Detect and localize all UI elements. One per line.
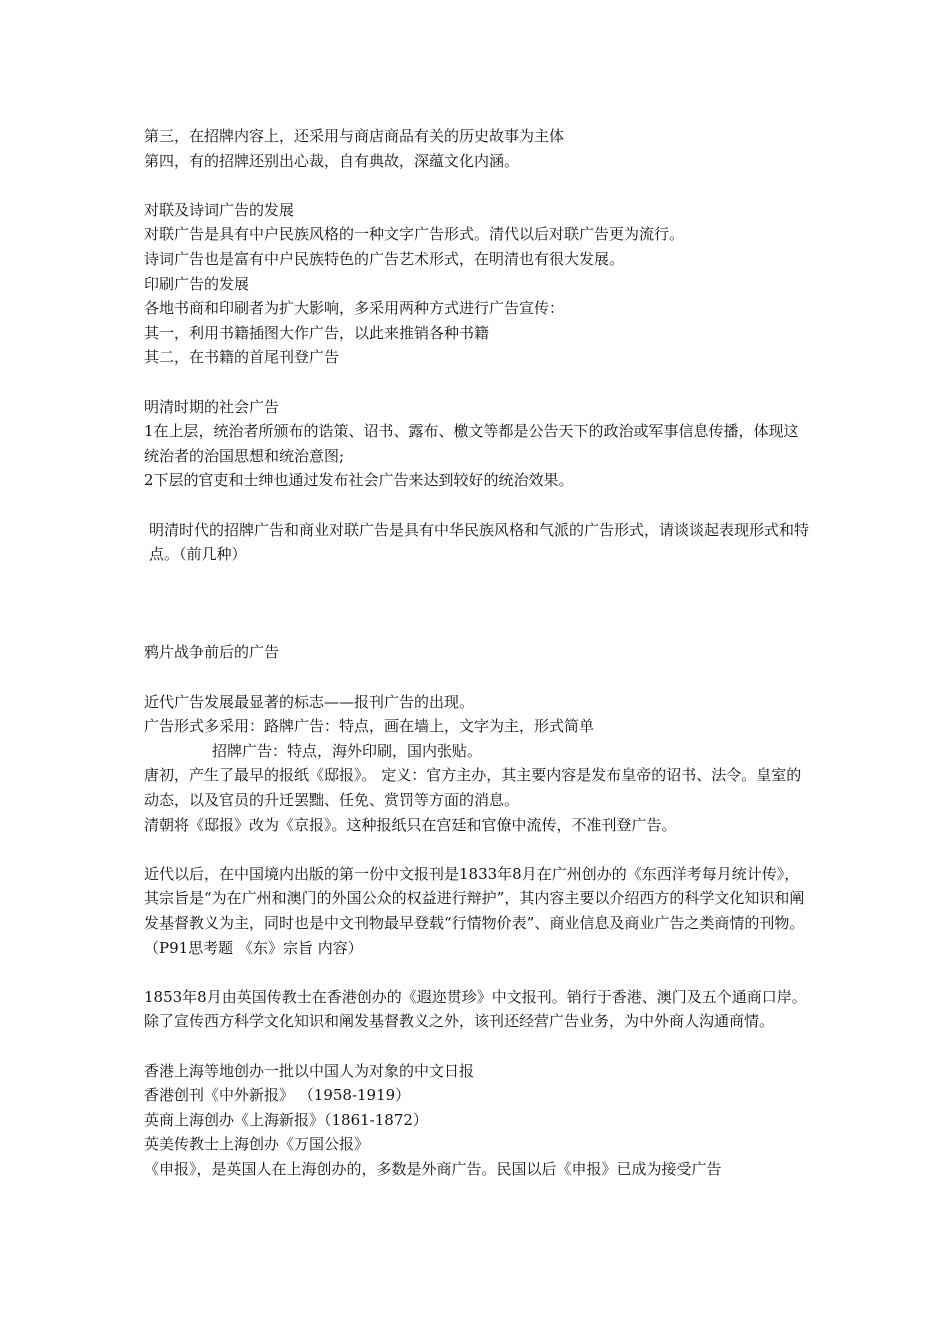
blank-line xyxy=(144,616,809,641)
text-line: 英商上海创办《上海新报》（1861-1872） xyxy=(144,1110,428,1129)
text-line: 2下层的官吏和士绅也通过发布社会广告来达到较好的统治效果。 xyxy=(144,471,574,490)
text-paragraph: 唐初，产生了最早的报纸《邸报》。 定义：官方主办，其主要内容是发布皇帝的诏书、法令。皇室的动态，以及官员的升迁罢黜、任免、赏罚等方面的消息。 xyxy=(144,766,802,810)
text-line: 香港创刊《中外新报》 （1958-1919） xyxy=(144,1086,411,1105)
blank-line xyxy=(144,173,809,198)
blank-line xyxy=(144,493,809,518)
text-line: 广告形式多采用：路牌广告：特点，画在墙上，文字为主，形式简单 xyxy=(144,717,595,736)
section-heading: 对联及诗词广告的发展 xyxy=(144,200,295,219)
blank-line xyxy=(144,370,809,395)
section-heading: 鸦片战争前后的广告 xyxy=(144,643,280,662)
text-line: 第四，有的招牌还别出心裁，自有典故，深蕴文化内涵。 xyxy=(144,151,520,170)
text-line: 招牌广告：特点，海外印刷，国内张贴。 xyxy=(212,741,483,760)
question-paragraph: 明清时代的招牌广告和商业对联广告是具有中华民族风格和气派的广告形式，请谈谈起表现形式和特点。（前几种） xyxy=(149,520,810,564)
text-line: 对联广告是具有中户民族风格的一种文字广告形式。清代以后对联广告更为流行。 xyxy=(144,225,685,244)
text-line: 各地书商和印刷者为扩大影响，多采用两种方式进行广告宣传： xyxy=(144,299,565,318)
blank-line xyxy=(144,665,809,690)
blank-line xyxy=(144,960,809,985)
text-line: 其一，利用书籍插图大作广告，以此来推销各种书籍 xyxy=(144,323,490,342)
text-paragraph: 1853年8月由英国传教士在香港创办的《遐迩贯珍》中文报刊。销行于香港、澳门及五个通商口岸。 除了宣传西方科学文化知识和阐发基督教义之外，该刊还经营广告业务，为中外商人沟通商情。 xyxy=(144,987,807,1031)
blank-line xyxy=(144,591,809,616)
text-line: 香港上海等地创办一批以中国人为对象的中文日报 xyxy=(144,1061,475,1080)
section-heading: 印刷广告的发展 xyxy=(144,274,250,293)
blank-line xyxy=(144,1034,809,1059)
text-line: 第三，在招牌内容上，还采用与商店商品有关的历史故事为主体 xyxy=(144,127,565,145)
text-line: 《申报》，是英国人在上海创办的，多数是外商广告。民国以后《申报》已成为接受广告 xyxy=(144,1159,722,1178)
text-paragraph: 1在上层，统治者所颁布的诰策、诏书、露布、檄文等都是公告天下的政治或军事信息传播，体现这统治者的治国思想和统治意图; xyxy=(144,422,799,465)
text-paragraph: 近代以后，在中国境内出版的第一份中文报刊是1833年8月在广州创办的《东西洋考每月统计传》，其宗旨是“为在广州和澳门的外国公众的权益进行辩护”，其内容主要以介绍西方的科学文化知识和阐发基督教义为主，同时也是中文刊物最早登载“行情物价表”、商业信息及商业广告之类商情的刊物。（P91思考题 《东》宗旨 内容） xyxy=(144,864,805,957)
text-line: 英美传教士上海创办《万国公报》 xyxy=(144,1135,370,1154)
document-body xyxy=(144,124,809,1182)
section-heading: 明清时期的社会广告 xyxy=(144,397,280,416)
blank-line xyxy=(144,567,809,592)
text-line: 清朝将《邸报》改为《京报》。这种报纸只在宫廷和官僚中流传，不准刊登广告。 xyxy=(144,815,677,834)
text-line: 诗词广告也是富有中户民族特色的广告艺术形式，在明清也有很大发展。 xyxy=(144,249,625,268)
text-line: 近代广告发展最显著的标志——报刊广告的出现。 xyxy=(144,692,475,711)
blank-line xyxy=(144,837,809,862)
text-line: 其二，在书籍的首尾刊登广告 xyxy=(144,348,340,367)
